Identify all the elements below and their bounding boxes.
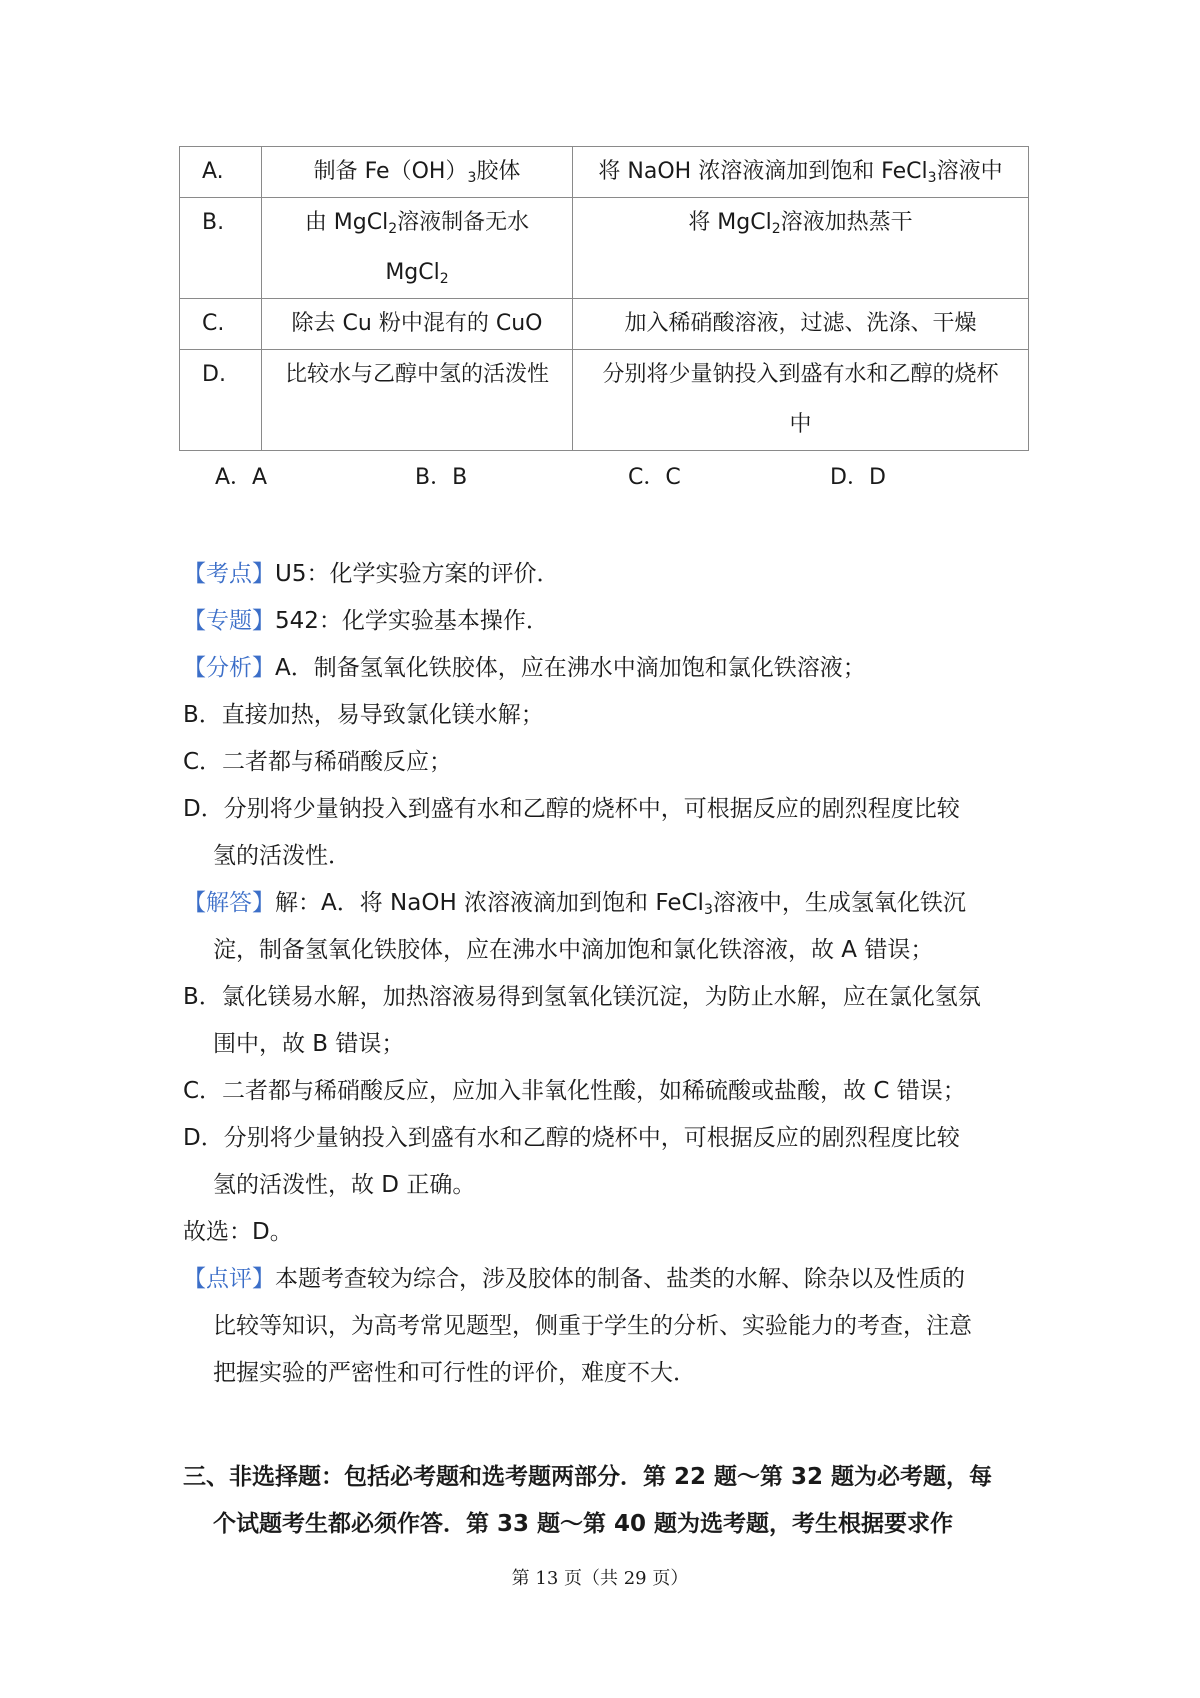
choice-d: D．D: [830, 465, 886, 490]
fenxi-tag: 【分析】: [183, 655, 275, 681]
row-method: 将 NaOH 浓溶液滴加到饱和 FeCl$_3$溶液中: [573, 147, 1029, 198]
kaodian-line: 【考点】U5：化学实验方案的评价．: [183, 561, 560, 587]
row-purpose: 除去 Cu 粉中混有的 CuO: [262, 299, 573, 350]
table-row: [180, 350, 1029, 451]
zhuanti-line: 【专题】542：化学实验基本操作．: [183, 608, 549, 634]
dianping-tag: 【点评】: [183, 1266, 275, 1292]
options-table: [179, 146, 1029, 451]
guxuan-line: 故选：D。: [183, 1219, 293, 1245]
jieda-d1: D．分别将少量钠投入到盛有水和乙醇的烧杯中，可根据反应的剧烈程度比较: [183, 1125, 960, 1151]
section-heading-line2: 个试题考生都必须作答．第 33 题～第 40 题为选考题，考生根据要求作: [213, 1511, 954, 1537]
section-heading-line1: 三、非选择题：包括必考题和选考题两部分．第 22 题～第 32 题为必考题，每: [183, 1464, 993, 1490]
kaodian-tag: 【考点】: [183, 561, 275, 587]
dianping-3: 把握实验的严密性和可行性的评价，难度不大．: [213, 1360, 696, 1386]
row-letter: D.: [180, 350, 262, 451]
row-method: 分别将少量钠投入到盛有水和乙醇的烧杯 中: [573, 350, 1029, 451]
answer-choices: [0, 460, 1200, 500]
choice-b: B．B: [415, 465, 468, 490]
row-purpose: 制备 $Fe(OH)_3$胶体: [262, 147, 573, 198]
row-letter: C.: [180, 299, 262, 350]
fenxi-line: 【分析】A．制备氢氧化铁胶体，应在沸水中滴加饱和氯化铁溶液；: [183, 655, 866, 681]
fenxi-d1: D．分别将少量钠投入到盛有水和乙醇的烧杯中，可根据反应的剧烈程度比较: [183, 796, 960, 822]
jieda-b2: 围中，故 B 错误；: [213, 1031, 405, 1057]
dianping-2: 比较等知识，为高考常见题型，侧重于学生的分析、实验能力的考查，注意: [213, 1313, 972, 1339]
row-purpose: 由 MgCl$_2$溶液制备无水 MgCl$_2$: [262, 198, 573, 299]
zhuanti-tag: 【专题】: [183, 608, 275, 634]
table-row: [180, 198, 1029, 299]
row-letter: B.: [180, 198, 262, 299]
jieda-b1: B．氯化镁易水解，加热溶液易得到氢氧化镁沉淀，为防止水解，应在氯化氢氛: [183, 984, 981, 1010]
table-row: [180, 147, 1029, 198]
page-footer: 第 13 页（共 29 页）: [511, 1568, 689, 1589]
fenxi-b: B．直接加热，易导致氯化镁水解；: [183, 702, 544, 728]
jieda-line: 【解答】解：A．将 NaOH 浓溶液滴加到饱和 FeCl$_3$溶液中，生成氢氧化铁沉: [183, 890, 966, 918]
choice-a: A．A: [215, 465, 268, 490]
row-letter: A.: [180, 147, 262, 198]
jieda-tag: 【解答】: [183, 890, 275, 916]
jieda-c: C．二者都与稀硝酸反应，应加入非氧化性酸，如稀硫酸或盐酸，故 C 错误；: [183, 1078, 966, 1104]
fenxi-c: C．二者都与稀硝酸反应；: [183, 749, 453, 775]
row-purpose: 比较水与乙醇中氢的活泼性: [262, 350, 573, 451]
row-method: 加入稀硝酸溶液，过滤、洗涤、干燥: [573, 299, 1029, 350]
fenxi-d2: 氢的活泼性．: [213, 843, 351, 869]
table-row: [180, 299, 1029, 350]
jieda-a2: 淀，制备氢氧化铁胶体，应在沸水中滴加饱和氯化铁溶液，故 A 错误；: [213, 937, 934, 963]
jieda-d2: 氢的活泼性，故 D 正确。: [213, 1172, 476, 1198]
choice-c: C．C: [628, 465, 681, 490]
dianping-line: 【点评】本题考查较为综合，涉及胶体的制备、盐类的水解、除杂以及性质的: [183, 1266, 965, 1292]
row-method: 将 MgCl$_2$溶液加热蒸干: [573, 198, 1029, 299]
